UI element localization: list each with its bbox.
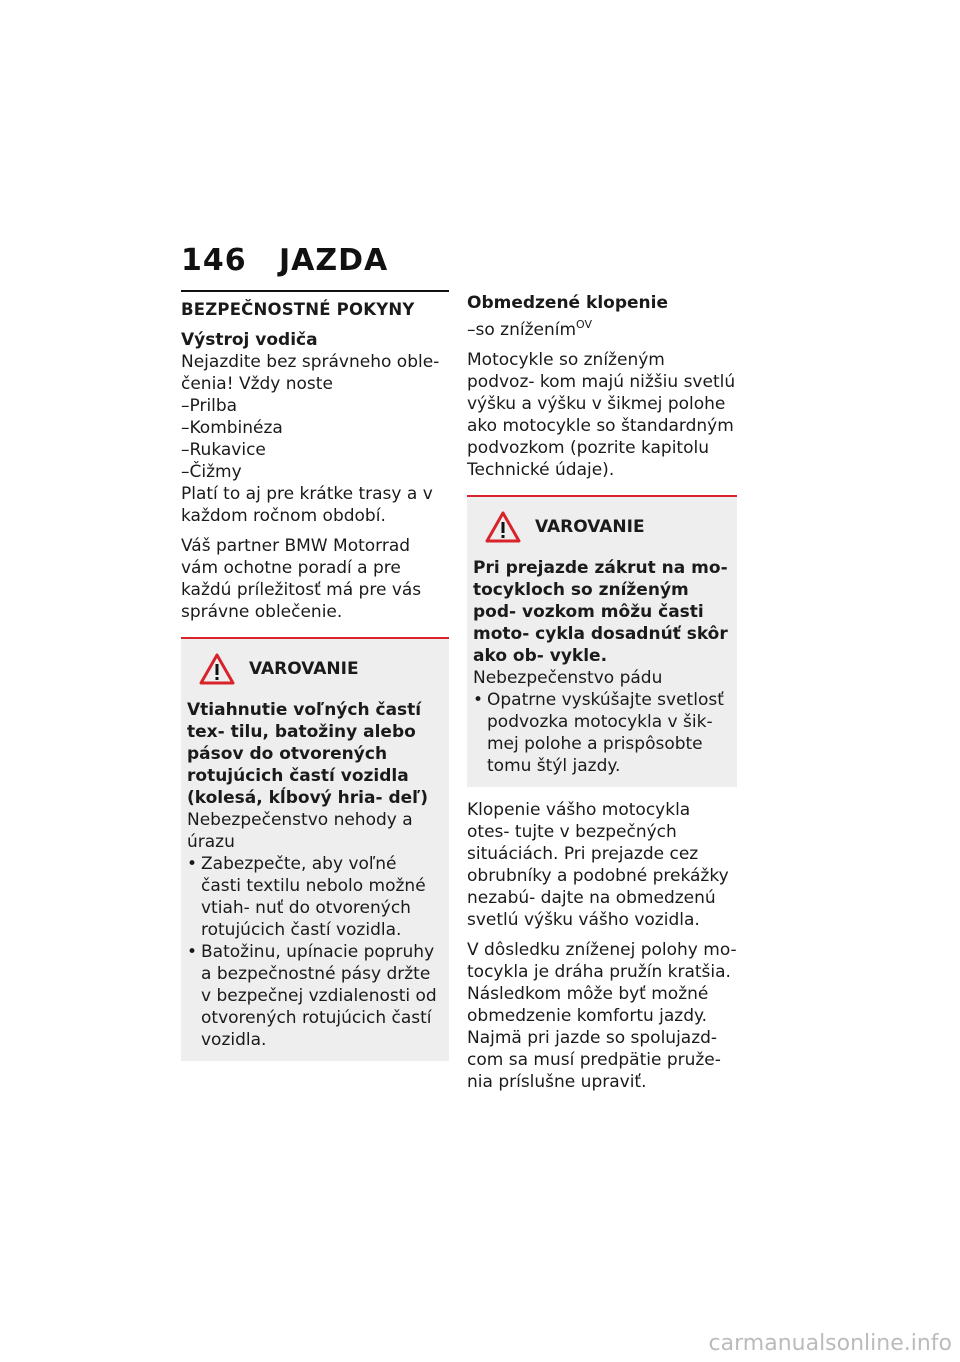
paragraph: V dôsledku zníženej polohy mo- tocykla je dráha pružín kratšia. Následkom môže byť možné obmedzenie komfortu jazdy. Najmä pri jazde so spolujazd- com sa musí predpätie pruže- nia príslušne upraviť. — [467, 940, 737, 1092]
page-header — [181, 243, 388, 278]
variant-line — [467, 314, 737, 341]
warning-danger: Nebezpečenstvo pádu — [473, 668, 663, 688]
warning-title: VAROVANIE — [249, 659, 359, 679]
paragraph: Motocykle so zníženým podvoz- kom majú nižšiu svetlú výšku a výšku v šikmej polohe ako motocykle so štandardným podvozkom (pozrite kapitolu Technické údaje). — [467, 350, 736, 480]
subhead-limited-lean: Obmedzené klopenie — [467, 293, 668, 313]
variant-text: –so znížením — [467, 320, 577, 340]
list-item: –Kombinéza — [181, 418, 283, 438]
chapter-title: JAZDA — [279, 243, 389, 278]
warning-title: VAROVANIE — [535, 517, 645, 537]
warning-triangle-icon — [485, 511, 521, 543]
page-number: 146 — [181, 243, 247, 278]
list-item: –Prilba — [181, 396, 238, 416]
section-divider — [181, 290, 449, 292]
warning-box — [467, 495, 737, 787]
warning-headline: Pri prejazde zákrut na mo- tocykloch so zníženým pod- vozkom môžu časti moto- cykla dosadnúť skôr ako ob- vykle. — [473, 558, 728, 666]
gear-list — [181, 395, 449, 483]
warning-box — [181, 637, 449, 1061]
warning-bullets — [187, 853, 441, 1051]
warning-header — [473, 511, 729, 543]
list-item: • Zabezpečte, aby voľné časti textilu nebolo možné vtiah- nuť do otvorených rotujúcich častí vozidla. — [187, 853, 441, 941]
paragraph: Váš partner BMW Motorrad vám ochotne poradí a pre každú príležitosť má pre vás správne oblečenie. — [181, 536, 422, 622]
intro-text: Nejazdite bez správneho oble- čenia! Vždy noste — [181, 352, 440, 394]
warning-headline: Vtiahnutie voľných častí tex- tilu, batožiny alebo pásov do otvorených rotujúcich častí vozidla (kolesá, kĺbový hria- deľ) — [187, 700, 429, 808]
warning-header — [187, 653, 441, 685]
right-column — [467, 292, 737, 1101]
warning-danger: Nebezpečenstvo nehody a úrazu — [187, 810, 413, 852]
warning-bullets — [473, 689, 729, 777]
section-title: BEZPEČNOSTNÉ POKYNY — [181, 300, 415, 319]
variant-code: OV — [576, 318, 593, 331]
paragraph: Platí to aj pre krátke trasy a v každom ročnom období. — [181, 484, 433, 526]
list-item: –Čižmy — [181, 462, 242, 482]
watermark: carmanualsonline.info — [708, 1331, 952, 1356]
list-item: • Batožinu, upínacie popruhy a bezpečnostné pásy držte v bezpečnej vzdialenosti od otvorených rotujúcich častí vozidla. — [187, 941, 441, 1051]
list-item: • Opatrne vyskúšajte svetlosť podvozka motocykla v šik- mej polohe a prispôsobte tomu štýl jazdy. — [473, 689, 729, 777]
paragraph: Klopenie vášho motocykla otes- tujte v bezpečných situáciách. Pri prejazde cez obrubníky a podobné prekážky nezabú- dajte na obmedzenú svetlú výšku vášho vozidla. — [467, 800, 729, 930]
subhead-rider-gear: Výstroj vodiča — [181, 330, 318, 350]
left-column — [181, 290, 449, 1073]
list-item: –Rukavice — [181, 440, 266, 460]
warning-triangle-icon — [199, 653, 235, 685]
